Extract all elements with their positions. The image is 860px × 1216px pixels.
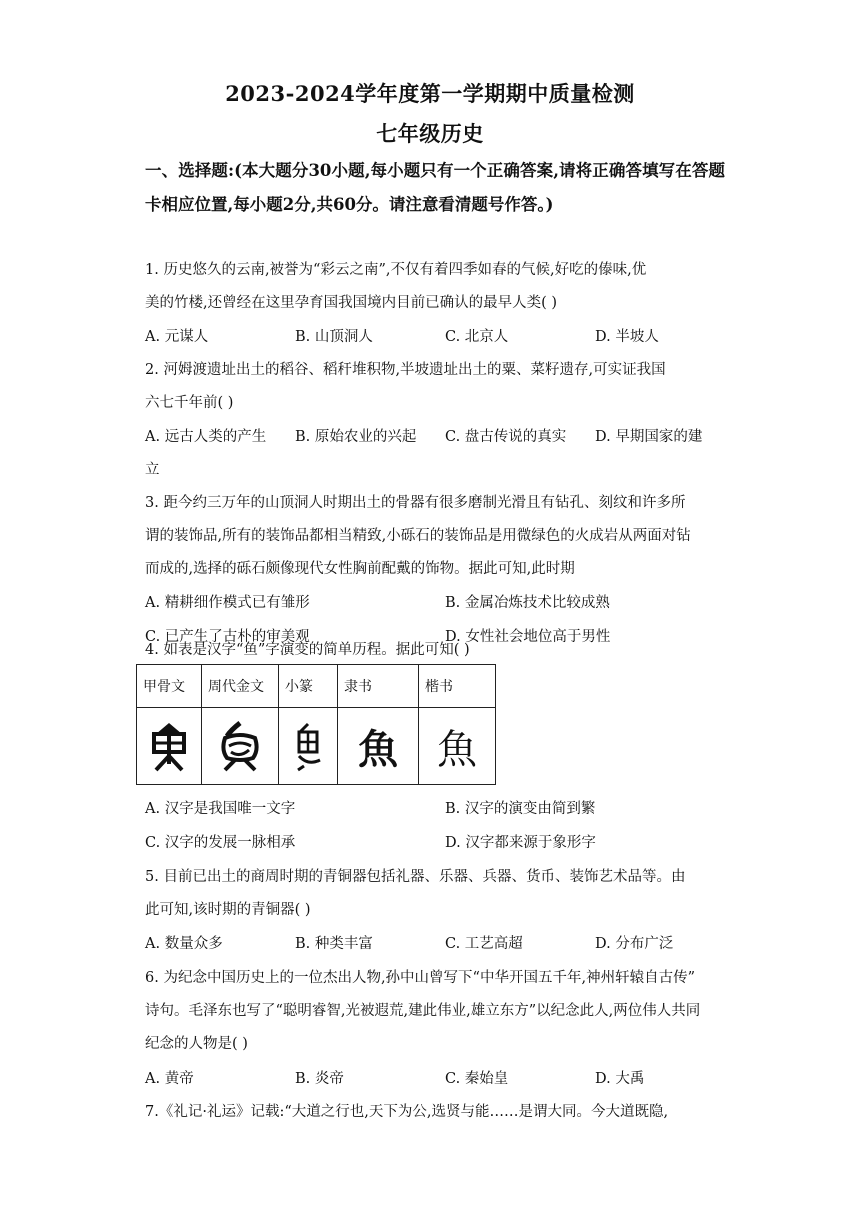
q4-option-b: B. 汉字的演变由简到繁 bbox=[445, 801, 596, 817]
q3-stem-line-3: 而成的,选择的砾石颇像现代女性胸前配戴的饰物。据此可知,此时期 bbox=[145, 561, 575, 577]
q1-option-d: D. 半坡人 bbox=[595, 329, 659, 345]
exam-subtitle: 七年级历史 bbox=[376, 121, 484, 146]
exam-title: 2023-2024学年度第一学期期中质量检测 bbox=[225, 81, 635, 106]
q1-option-b: B. 山顶洞人 bbox=[295, 329, 373, 345]
q6-stem-line-3: 纪念的人物是( ) bbox=[145, 1036, 248, 1052]
table-cell-bronze bbox=[202, 708, 279, 785]
fish-seal-glyph-icon bbox=[290, 720, 326, 772]
q2-option-c: C. 盘古传说的真实 bbox=[445, 429, 567, 445]
table-glyph-row bbox=[137, 708, 496, 785]
q1-stem-line-1: 1. 历史悠久的云南,被誉为“彩云之南”,不仅有着四季如春的气候,好吃的傣味,优 bbox=[145, 262, 647, 278]
table-header-seal: 小篆 bbox=[279, 665, 338, 708]
q2-option-b: B. 原始农业的兴起 bbox=[295, 429, 417, 445]
q7-stem-line-1: 7.《礼记·礼运》记载:“大道之行也,天下为公,选贤与能……是谓大同。今大道既隐, bbox=[145, 1104, 669, 1120]
table-cell-seal bbox=[279, 708, 338, 785]
q2-option-d: D. 早期国家的建 bbox=[595, 429, 703, 445]
table-header-clerical: 隶书 bbox=[338, 665, 419, 708]
q5-option-b: B. 种类丰富 bbox=[295, 936, 373, 952]
fish-oracle-glyph-icon bbox=[146, 720, 192, 772]
table-header-oracle: 甲骨文 bbox=[137, 665, 202, 708]
q5-stem-line-2: 此可知,该时期的青铜器( ) bbox=[145, 902, 311, 918]
table-header-bronze: 周代金文 bbox=[202, 665, 279, 708]
q4-option-a: A. 汉字是我国唯一文字 bbox=[145, 801, 296, 817]
q3-option-c: C. 已产生了古朴的审美观 bbox=[145, 629, 310, 645]
q5-option-a: A. 数量众多 bbox=[145, 936, 223, 952]
q6-option-c: C. 秦始皇 bbox=[445, 1071, 509, 1087]
q6-stem-line-1: 6. 为纪念中国历史上的一位杰出人物,孙中山曾写下“中华开国五千年,神州轩辕自古传” bbox=[145, 970, 695, 986]
q2-stem-line-2: 六七千年前( ) bbox=[145, 395, 234, 411]
q5-stem-line-1: 5. 目前已出土的商周时期的青铜器包括礼器、乐器、兵器、货币、装饰艺术品等。由 bbox=[145, 869, 686, 885]
q4-option-c: C. 汉字的发展一脉相承 bbox=[145, 835, 296, 851]
q2-option-d-wrap: 立 bbox=[145, 462, 160, 478]
q6-option-a: A. 黄帝 bbox=[145, 1071, 194, 1087]
q5-option-d: D. 分布广泛 bbox=[595, 936, 674, 952]
table-cell-oracle bbox=[137, 708, 202, 785]
q3-option-a: A. 精耕细作模式已有雏形 bbox=[145, 595, 310, 611]
table-header-regular: 楷书 bbox=[419, 665, 496, 708]
fish-bronze-glyph-icon bbox=[215, 720, 265, 772]
fish-regular-glyph: 魚 bbox=[437, 726, 477, 773]
q1-stem-line-2: 美的竹楼,还曾经在这里孕育国我国境内目前已确认的最早人类( ) bbox=[145, 295, 558, 311]
fish-clerical-glyph: 魚 bbox=[358, 725, 398, 773]
section-instructions: 一、选择题:(本大题分30小题,每小题只有一个正确答案,请将正确答填写在答题卡相应位置,每小题2分,共60分。请注意看清题号作答。) bbox=[145, 161, 725, 214]
q3-option-d: D. 女性社会地位高于男性 bbox=[445, 629, 611, 645]
q4-stem-line-1: 4. 如表是汉字“鱼”字演变的简单历程。据此可知( ) bbox=[145, 642, 470, 658]
table-cell-regular bbox=[419, 708, 496, 785]
q6-option-b: B. 炎帝 bbox=[295, 1071, 344, 1087]
q3-stem-line-1: 3. 距今约三万年的山顶洞人时期出土的骨器有很多磨制光滑且有钻孔、刻纹和许多所 bbox=[145, 495, 686, 511]
q1-option-a: A. 元谋人 bbox=[145, 329, 209, 345]
fish-evolution-table bbox=[136, 664, 496, 785]
q4-option-d: D. 汉字都来源于象形字 bbox=[445, 835, 596, 851]
q3-stem-line-2: 谓的装饰品,所有的装饰品都相当精致,小砾石的装饰品是用微绿色的火成岩从两面对钻 bbox=[145, 528, 691, 544]
table-cell-clerical bbox=[338, 708, 419, 785]
q6-stem-line-2: 诗句。毛泽东也写了“聪明睿智,光被遐荒,建此伟业,雄立东方”以纪念此人,两位伟人共同 bbox=[145, 1003, 701, 1019]
q3-option-b: B. 金属冶炼技术比较成熟 bbox=[445, 595, 610, 611]
q2-option-a: A. 远古人类的产生 bbox=[145, 429, 267, 445]
q5-option-c: C. 工艺高超 bbox=[445, 936, 523, 952]
q6-option-d: D. 大禹 bbox=[595, 1071, 645, 1087]
table-header-row bbox=[137, 665, 496, 708]
q1-option-c: C. 北京人 bbox=[445, 329, 509, 345]
q2-stem-line-1: 2. 河姆渡遗址出土的稻谷、稻秆堆积物,半坡遗址出土的粟、菜籽遗存,可实证我国 bbox=[145, 362, 666, 378]
